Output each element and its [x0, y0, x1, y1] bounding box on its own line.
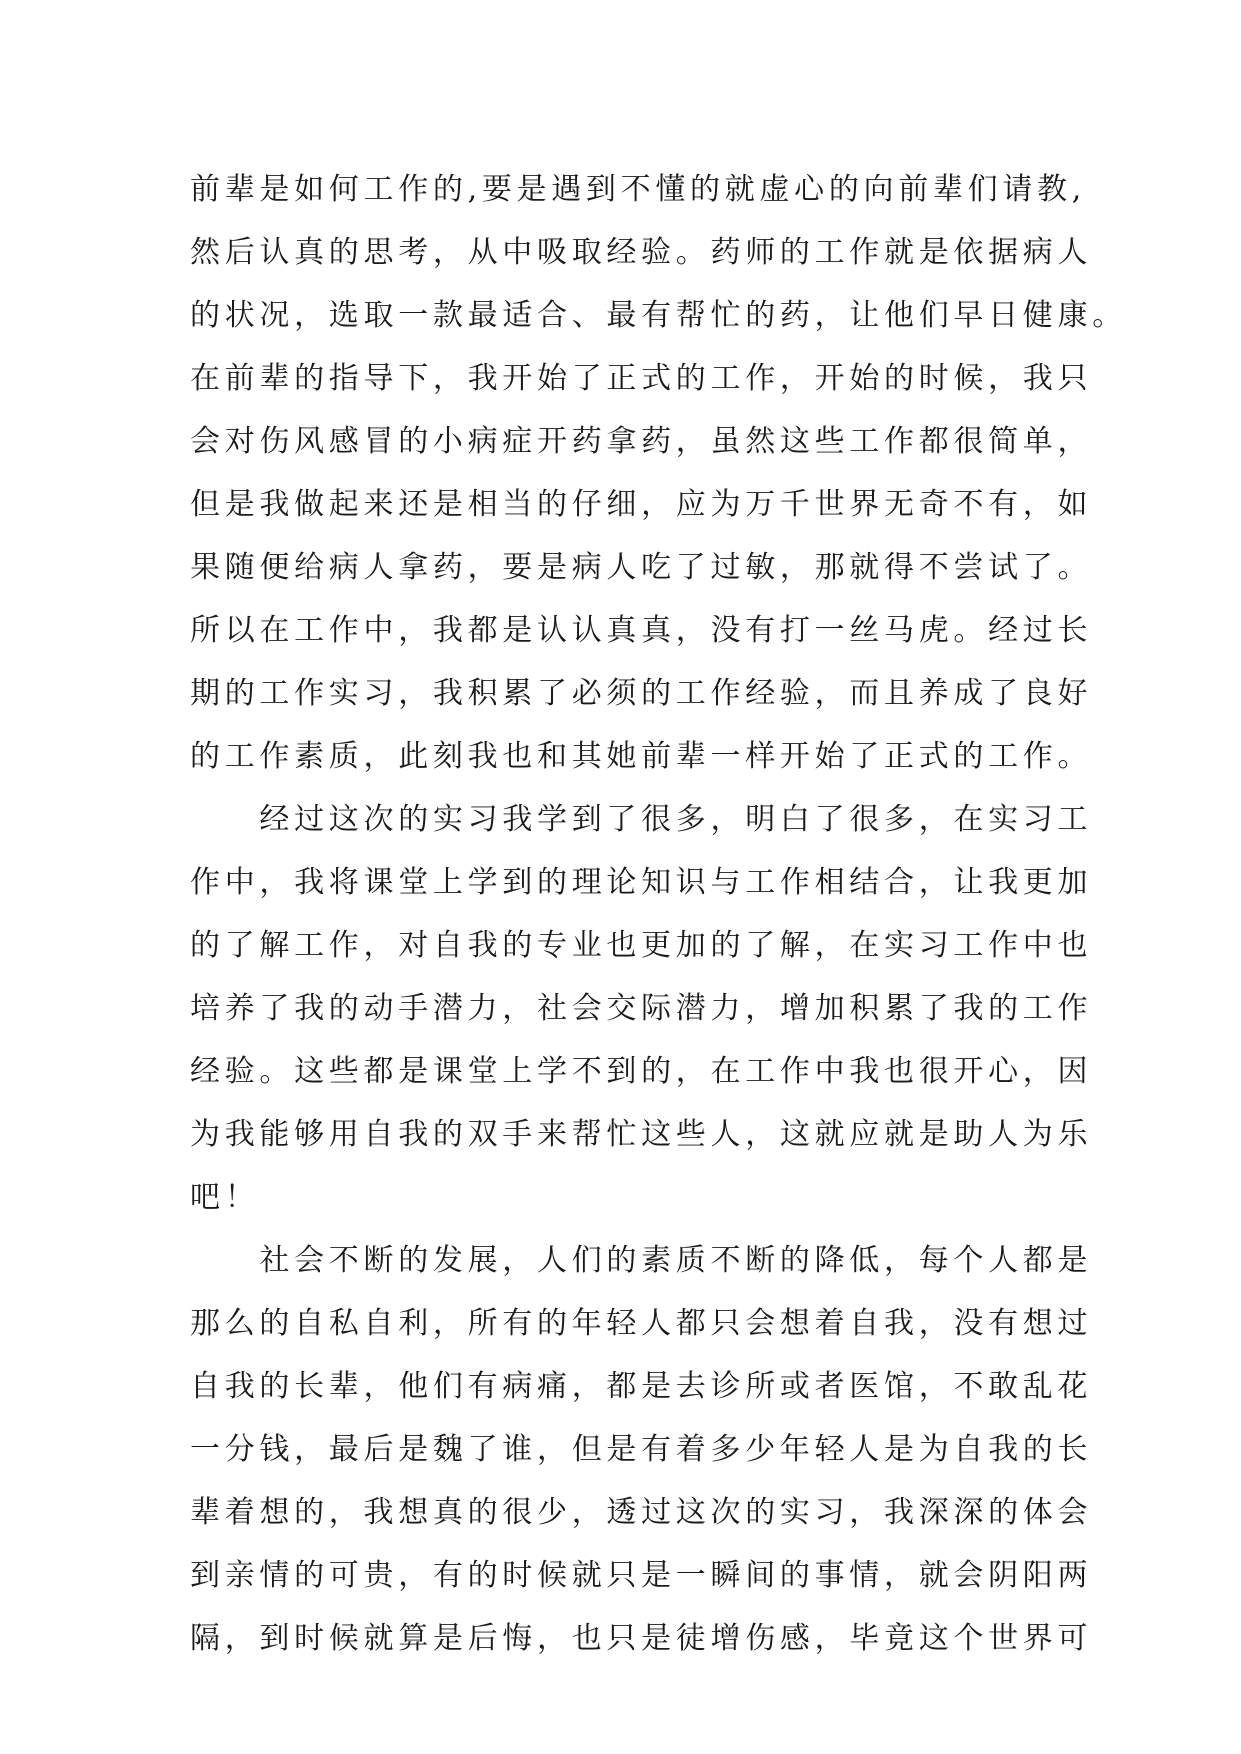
text-line: 辈着想的，我想真的很少，透过这次的实习，我深深的体会 — [190, 1495, 1093, 1530]
text-line: 在前辈的指导下，我开始了正式的工作，开始的时候，我只 — [190, 361, 1093, 396]
text-line: 自我的长辈，他们有病痛，都是去诊所或者医馆，不敢乱花 — [190, 1369, 1093, 1404]
document-body — [190, 165, 1127, 1677]
text-line: 作中，我将课堂上学到的理论知识与工作相结合，让我更加 — [190, 865, 1093, 900]
text-line: 的工作素质，此刻我也和其她前辈一样开始了正式的工作。 — [190, 739, 1093, 774]
text-line: 会对伤风感冒的小病症开药拿药，虽然这些工作都很简单， — [190, 424, 1093, 459]
text-line: 那么的自私自利，所有的年轻人都只会想着自我，没有想过 — [190, 1306, 1093, 1341]
text-line: 前辈是如何工作的,要是遇到不懂的就虚心的向前辈们请教, — [190, 172, 1086, 207]
text-line: 果随便给病人拿药，要是病人吃了过敏，那就得不尝试了。 — [190, 550, 1093, 585]
text-line: 期的工作实习，我积累了必须的工作经验，而且养成了良好 — [190, 676, 1093, 711]
text-line: 培养了我的动手潜力，社会交际潜力，增加积累了我的工作 — [190, 991, 1093, 1026]
paragraph-3 — [190, 1236, 1093, 1677]
paragraph-2 — [190, 795, 1093, 1236]
text-line: 吧！ — [190, 1180, 260, 1215]
text-line: 所以在工作中，我都是认认真真，没有打一丝马虎。经过长 — [190, 613, 1093, 648]
text-line: 然后认真的思考，从中吸取经验。药师的工作就是依据病人 — [190, 235, 1093, 270]
text-line: 的状况，选取一款最适合、最有帮忙的药，让他们早日健康。 — [190, 298, 1127, 333]
text-line: 的了解工作，对自我的专业也更加的了解，在实习工作中也 — [190, 928, 1093, 963]
text-line: 经验。这些都是课堂上学不到的，在工作中我也很开心，因 — [190, 1054, 1093, 1089]
text-line: 到亲情的可贵，有的时候就只是一瞬间的事情，就会阴阳两 — [190, 1558, 1093, 1593]
paragraph-continued — [190, 165, 1127, 795]
text-line: 社会不断的发展，人们的素质不断的降低，每个人都是 — [190, 1243, 1093, 1278]
text-line: 为我能够用自我的双手来帮忙这些人，这就应就是助人为乐 — [190, 1117, 1093, 1152]
text-line: 一分钱，最后是魏了谁，但是有着多少年轻人是为自我的长 — [190, 1432, 1093, 1467]
text-line: 隔，到时候就算是后悔，也只是徒增伤感，毕竟这个世界可 — [190, 1621, 1093, 1656]
text-line: 经过这次的实习我学到了很多，明白了很多，在实习工 — [190, 802, 1093, 837]
text-line: 但是我做起来还是相当的仔细，应为万千世界无奇不有，如 — [190, 487, 1093, 522]
